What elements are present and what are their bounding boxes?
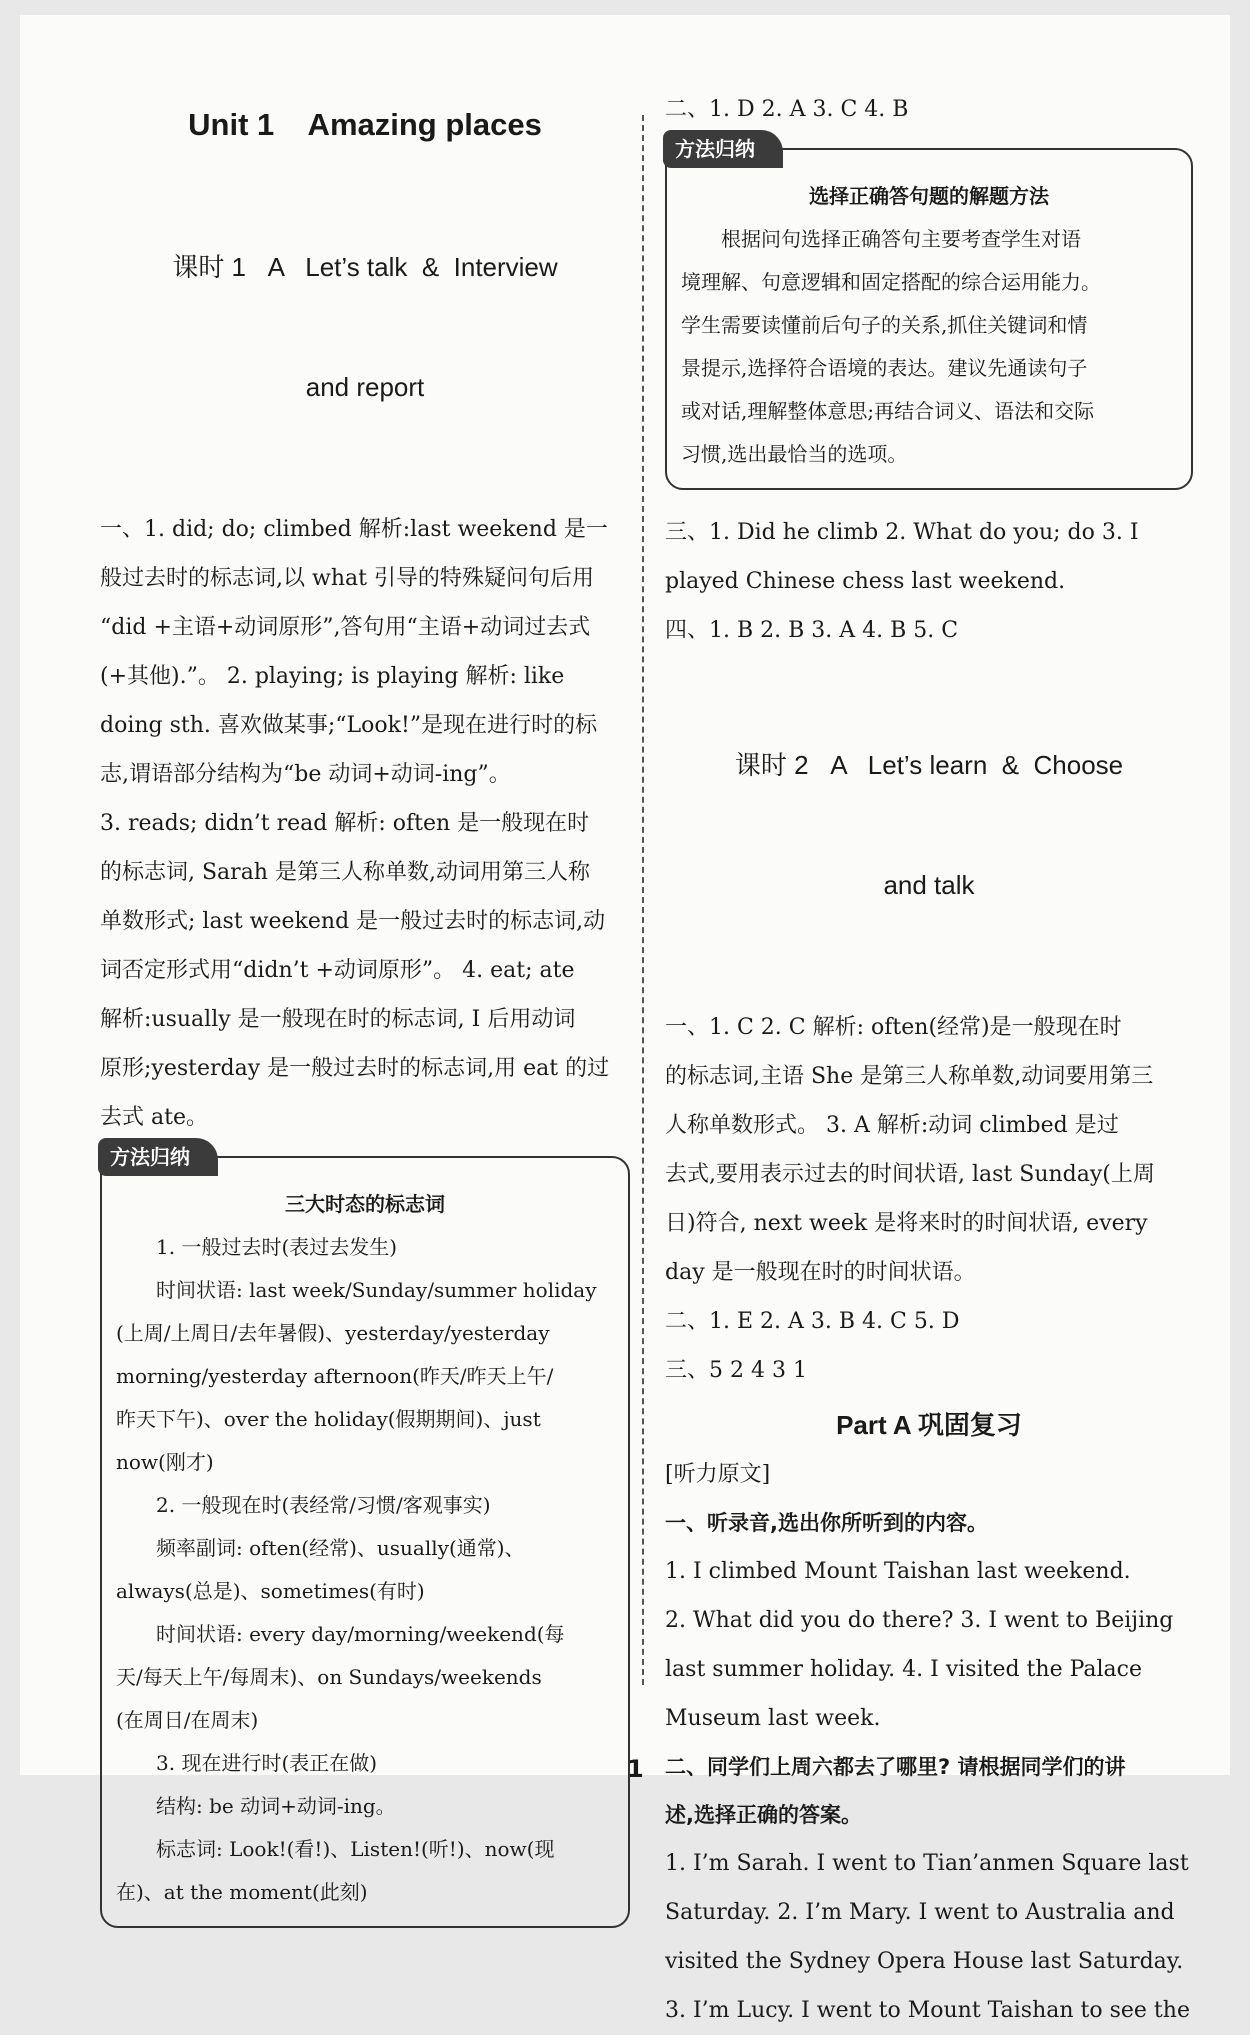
transcript-line: visited the Sydney Opera House last Saturday.	[665, 1949, 1184, 1974]
answer-line: 的标志词,主语 She 是第三人称单数,动词要用第三	[665, 1064, 1154, 1089]
method-line: 2. 一般现在时(表经常/习惯/客观事实)	[156, 1493, 491, 1517]
method-line: 或对话,理解整体意思;再结合词义、语法和交际	[681, 399, 1095, 423]
method-line: 结构: be 动词+动词-ing。	[156, 1794, 396, 1818]
answer-line: 志,谓语部分结构为“be 动词+动词-ing”。	[100, 762, 511, 787]
answer-line: 解析:usually 是一般现在时的标志词, I 后用动词	[100, 1007, 576, 1032]
transcript-line: 1. I’m Sarah. I went to Tian’anmen Square last	[665, 1851, 1189, 1876]
right-answers-middle	[665, 508, 1193, 655]
transcript-line: 一、听录音,选出你所听到的内容。	[665, 1511, 988, 1535]
method-line: 标志词: Look!(看!)、Listen!(听!)、now(现	[156, 1837, 555, 1861]
left-answers	[100, 505, 630, 1142]
method-line: 频率副词: often(经常)、usually(通常)、	[156, 1536, 525, 1560]
method-line: 1. 一般过去时(表过去发生)	[156, 1235, 398, 1259]
method-line: (上周/上周日/去年暑假)、yesterday/yesterday	[116, 1321, 550, 1345]
method-box-tag: 方法归纳	[663, 130, 783, 168]
lesson-1-title	[100, 167, 630, 487]
answer-line: “did +主语+动词原形”,答句用“主语+动词过去式	[100, 615, 591, 640]
transcript-line: last summer holiday. 4. I visited the Palace	[665, 1657, 1143, 1682]
transcript-line: 述,选择正确的答案。	[665, 1803, 862, 1827]
answer-line: 去式 ate。	[100, 1105, 208, 1130]
method-line: 时间状语: last week/Sunday/summer holiday	[156, 1278, 597, 1302]
method-box-tag: 方法归纳	[98, 1138, 218, 1176]
answer-line: 般过去时的标志词,以 what 引导的特殊疑问句后用	[100, 566, 594, 591]
lesson-2-answers	[665, 1003, 1193, 1395]
method-line: always(总是)、sometimes(有时)	[116, 1579, 425, 1603]
answer-line: 单数形式; last weekend 是一般过去时的标志词,动	[100, 909, 606, 934]
lesson-2-title	[665, 665, 1193, 985]
transcript-line: 二、同学们上周六都去了哪里? 请根据同学们的讲	[665, 1755, 1126, 1779]
right-column	[665, 15, 1193, 2035]
right-answers-top	[665, 85, 1193, 134]
answer-line: 四、1. B 2. B 3. A 4. B 5. C	[665, 618, 959, 643]
lesson-1-title-line-1: 课时 1 A Let’s talk & Interview	[172, 252, 558, 282]
part-a-transcript	[665, 1450, 1193, 2035]
answer-line: 的标志词, Sarah 是第三人称单数,动词用第三人称	[100, 860, 590, 885]
method-line: 在)、at the moment(此刻)	[116, 1880, 368, 1904]
answer-line: day 是一般现在时的时间状语。	[665, 1260, 976, 1285]
answer-line: 原形;yesterday 是一般过去时的标志词,用 eat 的过	[100, 1056, 610, 1081]
answer-line: 人称单数形式。 3. A 解析:动词 climbed 是过	[665, 1113, 1119, 1138]
transcript-line: 2. What did you do there? 3. I went to Beijing	[665, 1608, 1174, 1633]
answer-line: 3. reads; didn’t read 解析: often 是一般现在时	[100, 811, 590, 836]
method-line: 时间状语: every day/morning/weekend(每	[156, 1622, 565, 1646]
answer-line: doing sth. 喜欢做某事;“Look!”是现在进行时的标	[100, 713, 598, 738]
method-box-answer-selection	[665, 137, 1193, 490]
method-box-title: 选择正确答句题的解题方法	[809, 184, 1049, 208]
answer-line: 二、1. D 2. A 3. C 4. B	[665, 97, 909, 122]
transcript-line: 3. I’m Lucy. I went to Mount Taishan to see the	[665, 1998, 1190, 2023]
part-a-title: Part A 巩固复习	[836, 1410, 1022, 1440]
answer-line: 日)符合, next week 是将来时的时间状语, every	[665, 1211, 1148, 1236]
method-line: 天/每天上午/每周末)、on Sundays/weekends	[116, 1665, 542, 1689]
answer-line: 一、1. did; do; climbed 解析:last weekend 是一	[100, 517, 608, 542]
column-divider	[642, 115, 644, 1685]
method-line: 习惯,选出最恰当的选项。	[681, 442, 908, 466]
answer-line: 词否定形式用“didn’t +动词原形”。 4. eat; ate	[100, 958, 575, 983]
unit-title: Unit 1 Amazing places	[188, 107, 542, 142]
answer-line: 去式,要用表示过去的时间状语, last Sunday(上周	[665, 1162, 1155, 1187]
method-line: 昨天下午)、over the holiday(假期期间)、just	[116, 1407, 541, 1431]
transcript-line: 1. I climbed Mount Taishan last weekend.	[665, 1559, 1131, 1584]
method-line: now(刚才)	[116, 1450, 214, 1474]
page-number: 1	[627, 1755, 644, 1783]
lesson-2-title-line-2: and talk	[883, 870, 975, 900]
transcript-line: Museum last week.	[665, 1706, 881, 1731]
answer-line: (+其他).”。 2. playing; is playing 解析: like	[100, 664, 565, 689]
answer-line: 一、1. C 2. C 解析: often(经常)是一般现在时	[665, 1015, 1122, 1040]
method-line: 根据问句选择正确答句主要考查学生对语	[721, 227, 1081, 251]
method-line: 境理解、句意逻辑和固定搭配的综合运用能力。	[681, 270, 1101, 294]
method-line: 景提示,选择符合语境的表达。建议先通读句子	[681, 356, 1088, 380]
method-line: 学生需要读懂前后句子的关系,抓住关键词和情	[681, 313, 1088, 337]
method-line: 3. 现在进行时(表正在做)	[156, 1751, 378, 1775]
page	[20, 15, 1230, 2023]
method-box-tenses	[100, 1145, 630, 1928]
method-line: morning/yesterday afternoon(昨天/昨天上午/	[116, 1364, 554, 1388]
answer-line: 二、1. E 2. A 3. B 4. C 5. D	[665, 1309, 960, 1334]
method-line: (在周日/在周末)	[116, 1708, 259, 1732]
lesson-1-title-line-2: and report	[305, 372, 425, 402]
transcript-line: [听力原文]	[665, 1462, 771, 1487]
left-column	[100, 15, 630, 1946]
method-box-body	[681, 218, 1177, 476]
answer-line: 三、5 2 4 3 1	[665, 1358, 807, 1383]
lesson-2-title-line-1: 课时 2 A Let’s learn & Choose	[734, 750, 1124, 780]
transcript-line: Saturday. 2. I’m Mary. I went to Australia and	[665, 1900, 1175, 1925]
method-box-title: 三大时态的标志词	[285, 1192, 445, 1216]
method-box-body	[116, 1226, 614, 1914]
answer-line: played Chinese chess last weekend.	[665, 569, 1066, 594]
answer-line: 三、1. Did he climb 2. What do you; do 3. I	[665, 520, 1139, 545]
